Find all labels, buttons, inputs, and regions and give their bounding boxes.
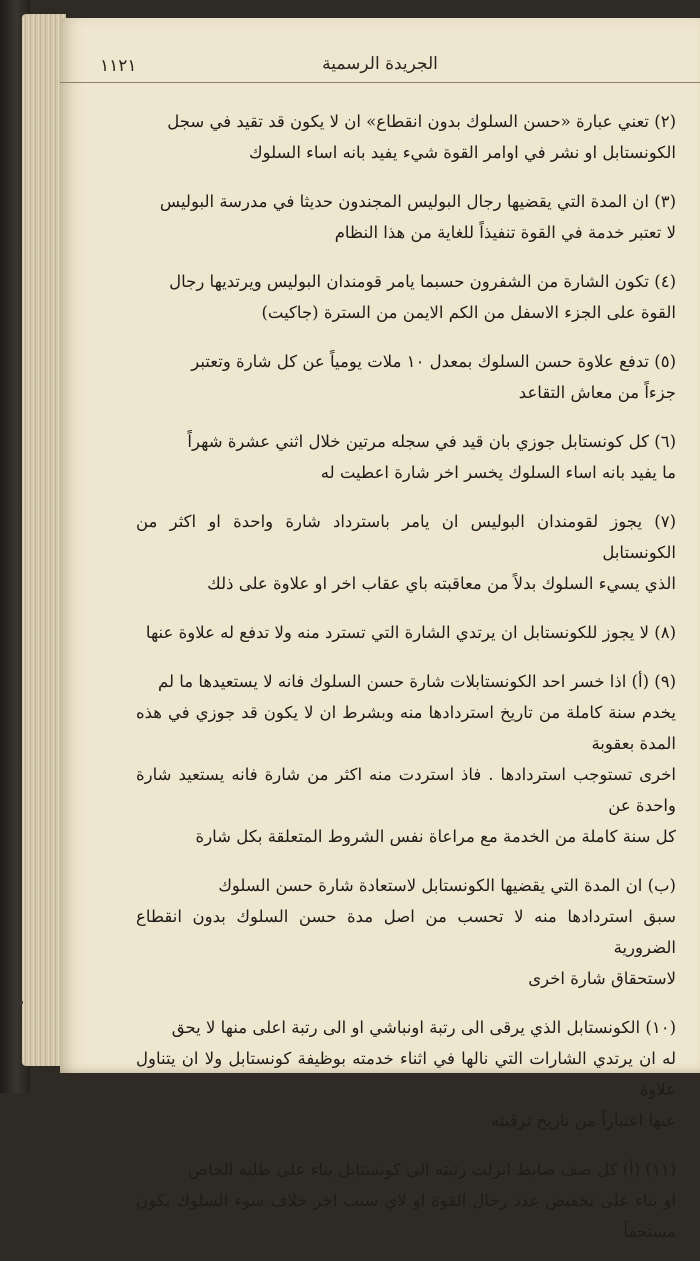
text-line: الذي يسيء السلوك بدلاً من معاقبته باي عقاب اخر او علاوة على ذلك xyxy=(207,574,676,593)
text-line: (١١) (أ) كل صف ضابط انزلت رتبته الى كونستابل بناء على طلبه الخاص xyxy=(188,1160,676,1179)
paragraph-7 xyxy=(136,506,676,599)
text-line: عنها اعتباراً من تاريخ ترقيته xyxy=(490,1111,676,1130)
body-text xyxy=(136,106,676,1261)
text-line: (٧) يجوز لقومندان البوليس ان يامر باسترداد شارة واحدة او اكثر من الكونستابل xyxy=(136,512,676,562)
text-line: (٣) ان المدة التي يقضيها رجال البوليس المجندون حديثا في مدرسة البوليس xyxy=(159,192,676,211)
margin-dot xyxy=(18,1000,23,1005)
paragraph-6 xyxy=(136,426,676,488)
text-line: اخرى تستوجب استردادها . فاذ استردت منه اكثر من شارة فانه يستعيد شارة واحدة عن xyxy=(136,765,676,815)
text-line: لا تعتبر خدمة في القوة تنفيذاً للغاية من هذا النظام xyxy=(334,223,676,242)
text-line: القوة على الجزء الاسفل من الكم الايمن من السترة (جاكيت) xyxy=(261,303,676,322)
paragraph-9b xyxy=(136,870,676,994)
text-line: له ان يرتدي الشارات التي نالها في اثناء خدمته بوظيفة كونستابل ولا ان يتناول علاوة xyxy=(136,1049,676,1099)
page-number: ١١٢١ xyxy=(100,56,137,76)
text-line: جزءاً من معاش التقاعد xyxy=(518,383,676,402)
text-line: (١٠) الكونستابل الذي يرقى الى رتبة اونباشي او الى رتبة اعلى منها لا يحق xyxy=(171,1018,676,1037)
page-title: الجريدة الرسمية xyxy=(322,54,438,74)
text-line: الكونستابل او نشر في اوامر القوة شيء يفيد بانه اساء السلوك xyxy=(248,143,676,162)
text-line: يخدم سنة كاملة من تاريخ استردادها منه وبشرط ان لا يكون قد جوزي في هذه المدة بعقوبة xyxy=(136,703,676,753)
text-line: كل سنة كاملة من الخدمة مع مراعاة نفس الشروط المتعلقة بكل شارة xyxy=(195,827,676,846)
text-line: (٩) (أ) اذا خسر احد الكونستابلات شارة حسن السلوك فانه لا يستعيدها ما لم xyxy=(157,672,676,691)
paragraph-2 xyxy=(136,106,676,168)
text-line: (٦) كل كونستابل جوزي بان قيد في سجله مرتين خلال اثني عشرة شهراً xyxy=(187,432,676,451)
text-line: (٨) لا يجوز للكونستابل ان يرتدي الشارة التي تسترد منه ولا تدفع له علاوة عنها xyxy=(145,623,676,642)
text-line: (ب) ان المدة التي يقضيها الكونستابل لاستعادة شارة حسن السلوك xyxy=(218,876,676,895)
text-line: (٤) تكون الشارة من الشفرون حسبما يامر قومندان البوليس ويرتديها رجال xyxy=(169,272,676,291)
text-line: او بناء على تخفيض عدد رجال القوة او لاي سبب اخر خلاف سوء السلوك يكون مستحقاً xyxy=(136,1191,676,1241)
paragraph-10 xyxy=(136,1012,676,1136)
paragraph-9a xyxy=(136,666,676,852)
text-line: ما يفيد بانه اساء السلوك يخسر اخر شارة اعطيت له xyxy=(320,463,676,482)
paragraph-11a xyxy=(136,1154,676,1247)
text-line: لاستحقاق شارة اخرى xyxy=(528,969,676,988)
page-header xyxy=(60,54,700,83)
document-page xyxy=(60,18,700,1241)
paragraph-8 xyxy=(136,617,676,648)
text-line: (٥) تدفع علاوة حسن السلوك بمعدل ١٠ ملات يومياً عن كل شارة وتعتبر xyxy=(191,352,676,371)
text-line: (٢) تعني عبارة «حسن السلوك بدون انقطاع» ان لا يكون قد تقيد في سجل xyxy=(167,112,676,131)
text-line: سبق استردادها منه لا تحسب من اصل مدة حسن السلوك بدون انقطاع الضرورية xyxy=(136,907,676,957)
paragraph-3 xyxy=(136,186,676,248)
paragraph-4 xyxy=(136,266,676,328)
paragraph-5 xyxy=(136,346,676,408)
